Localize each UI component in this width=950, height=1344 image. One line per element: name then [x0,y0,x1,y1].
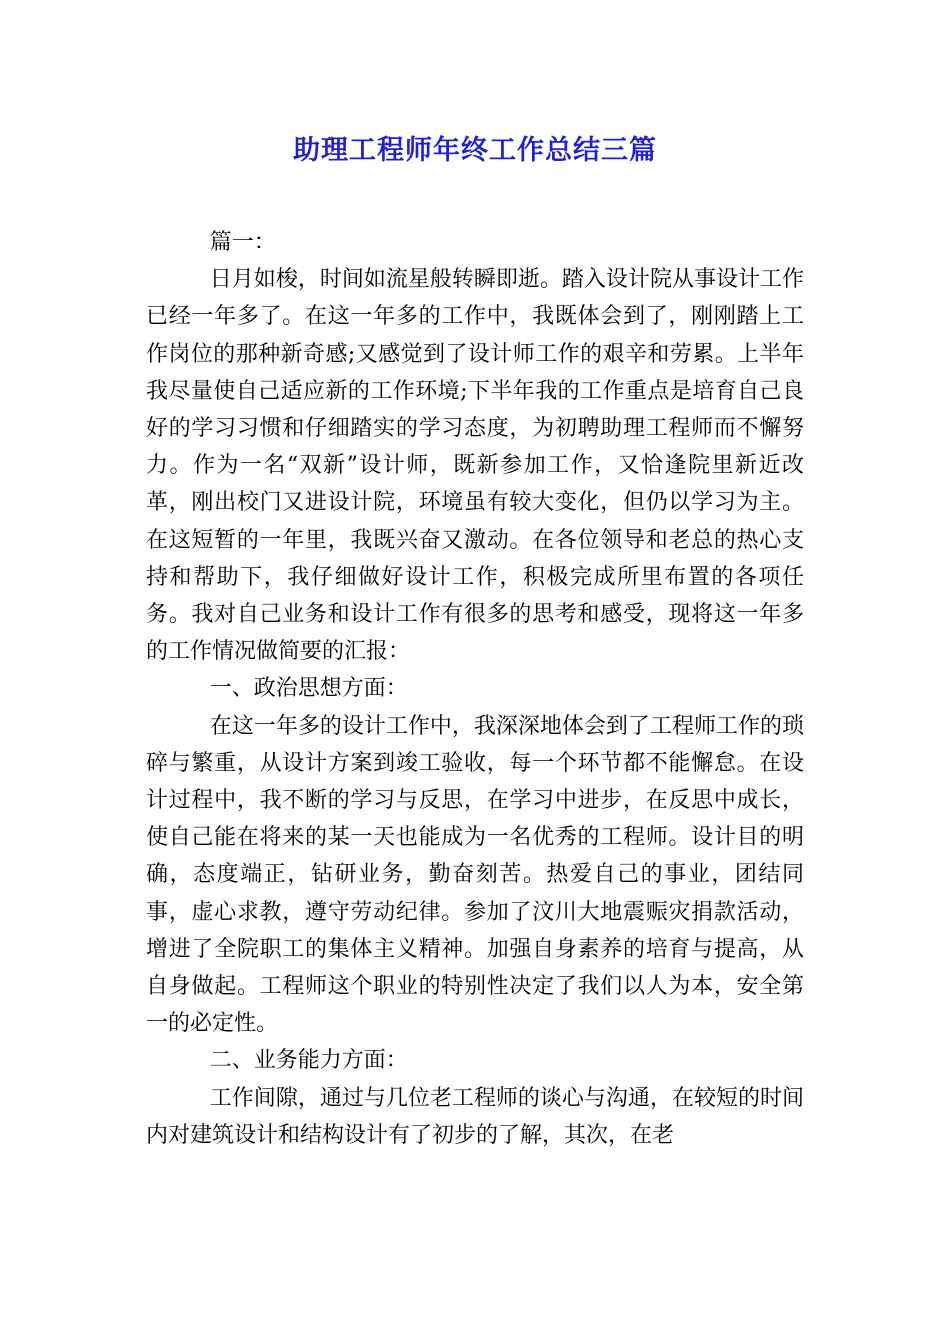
document-body [146,224,804,1154]
section-heading-business: 二、业务能力方面： [209,1048,408,1074]
body-paragraph: 日月如梭，时间如流星般转瞬即逝。踏入设计院从事设计工作已经一年多了。在这一年多的工作中，我既体会到了，刚刚踏上工作岗位的那种新奇感;又感觉到了设计师工作的艰辛和劳累。上半年我尽量使自己适应新的工作环境;下半年我的工作重点是培育自己良好的学习习惯和仔细踏实的学习态度，为初聘助理工程师而不懈努力。作为一名“双新”设计师，既新参加工作，又恰逢院里新近改革，刚出校门又进设计院，环境虽有较大变化，但仍以学习为主。在这短暂的一年里，我既兴奋又激动。在各位领导和老总的热心支持和帮助下，我仔细做好设计工作，积极完成所里布置的各项任务。我对自己业务和设计工作有很多的思考和感受，现将这一年多的工作情况做简要的汇报： [146,267,804,665]
body-paragraph: 在这一年多的设计工作中，我深深地体会到了工程师工作的琐碎与繁重，从设计方案到竣工验收，每一个环节都不能懈怠。在设计过程中，我不断的学习与反思，在学习中进步，在反思中成长，使自己能在将来的某一天也能成为一名优秀的工程师。设计目的明确，态度端正，钻研业务，勤奋刻苦。热爱自己的事业，团结同事，虚心求教，遵守劳动纪律。参加了汶川大地震赈灾捐款活动，增进了全院职工的集体主义精神。加强自身素养的培育与提高，从自身做起。工程师这个职业的特别性决定了我们以人为本，安全第一的必定性。 [146,713,804,1037]
document-title: 助理工程师年终工作总结三篇 [293,135,657,166]
section-heading-part-one: 篇一： [209,230,276,255]
section-heading-political: 一、政治思想方面： [209,676,408,702]
body-paragraph: 工作间隙，通过与几位老工程师的谈心与沟通，在较短的时间内对建筑设计和结构设计有了初步的了解，其次，在老 [146,1085,804,1148]
